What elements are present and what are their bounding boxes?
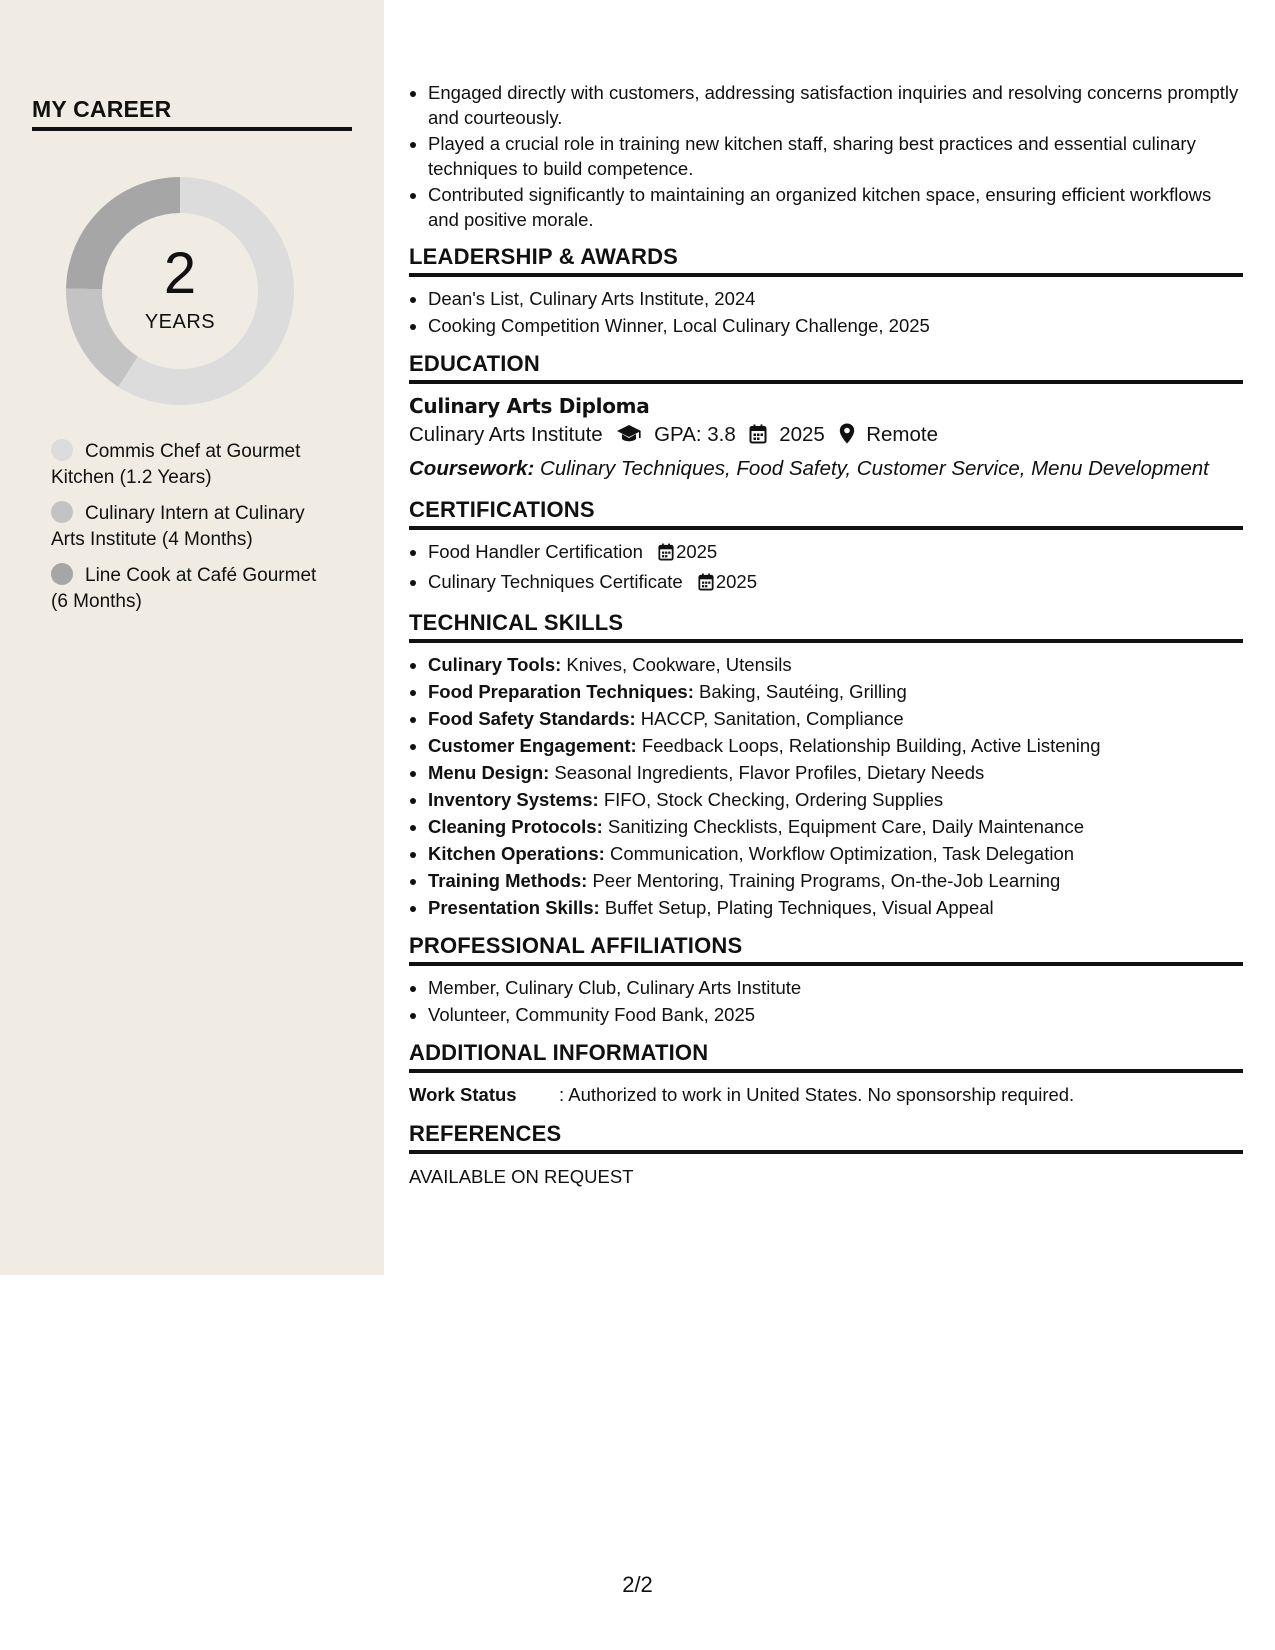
career-legend xyxy=(51,439,331,625)
skill-item xyxy=(428,840,1243,867)
skill-label: Inventory Systems: xyxy=(428,789,599,810)
graduation-cap-icon xyxy=(616,423,642,453)
legend-item xyxy=(51,439,331,491)
references-title: REFERENCES xyxy=(409,1121,1243,1154)
skill-item xyxy=(428,678,1243,705)
certifications-list xyxy=(409,538,1243,598)
education-year: 2025 xyxy=(779,423,825,446)
experience-bullet: • Played a crucial role in training new kitchen staff, sharing best practices and essential culinary techniques to build competence. xyxy=(428,131,1243,181)
skill-value: Peer Mentoring, Training Programs, On-the-Job Learning xyxy=(592,870,1061,891)
skill-value: Seasonal Ingredients, Flavor Profiles, Dietary Needs xyxy=(554,762,985,783)
legend-dot xyxy=(51,439,73,461)
coursework-label: Coursework: xyxy=(409,457,535,480)
calendar-icon xyxy=(658,541,674,568)
resume-main xyxy=(409,80,1243,1192)
education-location: Remote xyxy=(866,423,938,446)
skill-item xyxy=(428,813,1243,840)
skill-value: Communication, Workflow Optimization, Task Delegation xyxy=(609,843,1075,864)
skill-label: Culinary Tools: xyxy=(428,654,562,675)
leadership-item: • Cooking Competition Winner, Local Culinary Challenge, 2025 xyxy=(428,312,1243,339)
experience-bullets xyxy=(409,80,1243,232)
career-sidebar xyxy=(0,0,384,1275)
certification-year: 2025 xyxy=(715,571,757,592)
certification-year: 2025 xyxy=(676,541,718,562)
career-heading: MY CAREER xyxy=(32,96,352,131)
skill-item xyxy=(428,894,1243,921)
education-school: Culinary Arts Institute xyxy=(409,423,603,446)
skill-item xyxy=(428,705,1243,732)
work-status-value: : Authorized to work in United States. No sponsorship required. xyxy=(559,1084,1075,1105)
affiliations-title: PROFESSIONAL AFFILIATIONS xyxy=(409,933,1243,966)
references-text: AVAILABLE ON REQUEST xyxy=(409,1166,634,1187)
skill-label: Kitchen Operations: xyxy=(428,843,605,864)
education-details xyxy=(409,420,1243,453)
education-coursework xyxy=(409,453,1243,485)
certification-name: Food Handler Certification xyxy=(428,541,643,562)
skills-list xyxy=(409,651,1243,921)
legend-item xyxy=(51,563,331,615)
leadership-item: • Dean's List, Culinary Arts Institute, 2024 xyxy=(428,285,1243,312)
certification-item xyxy=(428,538,1243,568)
certification-name: Culinary Techniques Certificate xyxy=(428,571,683,592)
skill-label: Customer Engagement: xyxy=(428,735,637,756)
calendar-icon xyxy=(698,571,714,598)
skill-value: Buffet Setup, Plating Techniques, Visual Appeal xyxy=(604,897,994,918)
legend-label: Commis Chef at Gourmet Kitchen (1.2 Years) xyxy=(51,441,301,488)
career-total-years: 2 xyxy=(163,241,197,306)
career-total-unit: YEARS xyxy=(144,311,216,333)
skill-label: Menu Design: xyxy=(428,762,550,783)
certification-item xyxy=(428,568,1243,598)
work-status-row xyxy=(409,1081,1243,1109)
skill-value: Feedback Loops, Relationship Building, Active Listening xyxy=(641,735,1101,756)
work-status-label: Work Status xyxy=(409,1084,517,1105)
coursework-list: Culinary Techniques, Food Safety, Customer Service, Menu Development xyxy=(540,457,1209,480)
skill-item xyxy=(428,732,1243,759)
career-donut-chart xyxy=(64,175,296,407)
skills-title: TECHNICAL SKILLS xyxy=(409,610,1243,643)
leadership-list xyxy=(409,285,1243,339)
skill-value: HACCP, Sanitation, Compliance xyxy=(640,708,904,729)
skill-item xyxy=(428,786,1243,813)
affiliation-item: • Volunteer, Community Food Bank, 2025 xyxy=(428,1001,1243,1028)
skill-item xyxy=(428,651,1243,678)
leadership-title: LEADERSHIP & AWARDS xyxy=(409,244,1243,277)
legend-item xyxy=(51,501,331,553)
experience-bullet: • Engaged directly with customers, addressing satisfaction inquiries and resolving concerns promptly and courteously. xyxy=(428,80,1243,130)
skill-label: Cleaning Protocols: xyxy=(428,816,603,837)
skill-item xyxy=(428,867,1243,894)
legend-label: Line Cook at Café Gourmet (6 Months) xyxy=(51,565,317,612)
education-title: EDUCATION xyxy=(409,351,1243,384)
skill-label: Training Methods: xyxy=(428,870,588,891)
education-degree: Culinary Arts Diploma xyxy=(409,394,650,418)
legend-label: Culinary Intern at Culinary Arts Institute (4 Months) xyxy=(51,503,305,550)
skill-label: Food Safety Standards: xyxy=(428,708,636,729)
location-pin-icon xyxy=(839,423,855,453)
affiliations-list xyxy=(409,974,1243,1028)
legend-dot xyxy=(51,563,73,585)
legend-dot xyxy=(51,501,73,523)
skill-item xyxy=(428,759,1243,786)
donut-slice xyxy=(66,288,138,386)
skill-label: Food Preparation Techniques: xyxy=(428,681,694,702)
additional-info-title: ADDITIONAL INFORMATION xyxy=(409,1040,1243,1073)
certifications-title: CERTIFICATIONS xyxy=(409,497,1243,530)
skill-label: Presentation Skills: xyxy=(428,897,600,918)
skill-value: Baking, Sautéing, Grilling xyxy=(699,681,907,702)
education-gpa: GPA: 3.8 xyxy=(654,423,736,446)
skill-value: Sanitizing Checklists, Equipment Care, Daily Maintenance xyxy=(607,816,1084,837)
skill-value: FIFO, Stock Checking, Ordering Supplies xyxy=(603,789,944,810)
skill-value: Knives, Cookware, Utensils xyxy=(566,654,792,675)
experience-bullet: • Contributed significantly to maintaining an organized kitchen space, ensuring efficient workflows and positive morale. xyxy=(428,182,1243,232)
page-number: 2/2 xyxy=(622,1572,653,1597)
calendar-icon xyxy=(749,423,767,453)
affiliation-item: • Member, Culinary Club, Culinary Arts Institute xyxy=(428,974,1243,1001)
